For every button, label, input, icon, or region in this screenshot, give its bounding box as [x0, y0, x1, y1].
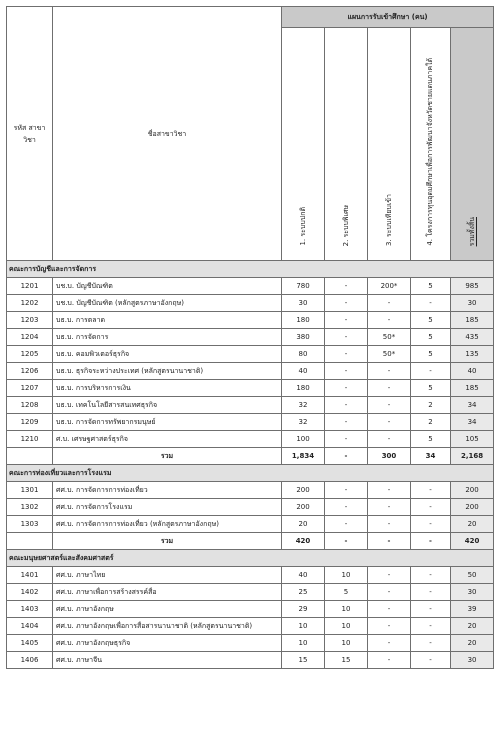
- transfer-count: 50*: [368, 329, 411, 346]
- scholarship-count: -: [411, 363, 451, 380]
- scholarship-count: -: [411, 295, 451, 312]
- special-count: 10: [325, 601, 368, 618]
- table-row: [7, 584, 494, 601]
- admission-plan-table: [6, 6, 494, 669]
- regular-count: 20: [282, 516, 325, 533]
- sum-total: 420: [451, 533, 494, 550]
- regular-count: 32: [282, 414, 325, 431]
- special-count: 10: [325, 635, 368, 652]
- header-col-regular-label: 1. ระบบปกติ: [298, 207, 307, 246]
- table-row: [7, 482, 494, 499]
- regular-count: 380: [282, 329, 325, 346]
- table-row: [7, 380, 494, 397]
- sum-total: 2,168: [451, 448, 494, 465]
- program-name: ศ.บ. เศรษฐศาสตร์ธุรกิจ: [53, 431, 282, 448]
- header-col-scholarship: [411, 28, 451, 261]
- sum-code-blank: [7, 533, 53, 550]
- special-count: -: [325, 295, 368, 312]
- scholarship-count: -: [411, 516, 451, 533]
- scholarship-count: -: [411, 618, 451, 635]
- transfer-count: -: [368, 363, 411, 380]
- table-row: [7, 431, 494, 448]
- special-count: -: [325, 380, 368, 397]
- total-count: 34: [451, 414, 494, 431]
- transfer-count: -: [368, 397, 411, 414]
- scholarship-count: -: [411, 482, 451, 499]
- program-code: 1406: [7, 652, 53, 669]
- faculty-row: [7, 465, 494, 482]
- sum-transfer: -: [368, 533, 411, 550]
- sum-label: รวม: [53, 448, 282, 465]
- program-name: บธ.บ. การบริหารการเงิน: [53, 380, 282, 397]
- sum-special: -: [325, 533, 368, 550]
- scholarship-count: 5: [411, 380, 451, 397]
- header-col-total-label: รวมทั้งสิ้น: [467, 216, 476, 246]
- special-count: -: [325, 499, 368, 516]
- table-row: [7, 516, 494, 533]
- table-row: [7, 397, 494, 414]
- scholarship-count: -: [411, 499, 451, 516]
- program-name: บธ.บ. การจัดการทรัพยากรมนุษย์: [53, 414, 282, 431]
- transfer-count: 50*: [368, 346, 411, 363]
- faculty-name: คณะการท่องเที่ยวและการโรงแรม: [7, 465, 494, 482]
- total-count: 50: [451, 567, 494, 584]
- header-col-special-label: 2. ระบบพิเศษ: [341, 204, 350, 246]
- faculty-name: คณะการบัญชีและการจัดการ: [7, 261, 494, 278]
- program-code: 1208: [7, 397, 53, 414]
- sum-regular: 420: [282, 533, 325, 550]
- total-count: 39: [451, 601, 494, 618]
- special-count: -: [325, 363, 368, 380]
- program-code: 1401: [7, 567, 53, 584]
- special-count: -: [325, 482, 368, 499]
- faculty-name: คณะมนุษยศาสตร์และสังคมศาสตร์: [7, 550, 494, 567]
- transfer-count: -: [368, 380, 411, 397]
- sum-scholarship: -: [411, 533, 451, 550]
- total-count: 20: [451, 618, 494, 635]
- header-col-scholarship-label: 4. โครงการทุนอุดมศึกษาเพื่อการพัฒนาจังหวัดชายแดนภาคใต้: [426, 58, 434, 246]
- total-count: 200: [451, 482, 494, 499]
- scholarship-count: 5: [411, 329, 451, 346]
- regular-count: 780: [282, 278, 325, 295]
- transfer-count: -: [368, 414, 411, 431]
- admission-plan-document: [6, 6, 493, 669]
- program-name: ศศ.บ. ภาษาเพื่อการสร้างสรรค์สื่อ: [53, 584, 282, 601]
- program-name: ศศ.บ. การจัดการการท่องเที่ยว: [53, 482, 282, 499]
- table-row: [7, 499, 494, 516]
- program-name: ศศ.บ. ภาษาอังกฤษเพื่อการสื่อสารนานาชาติ (หลักสูตรนานาชาติ): [53, 618, 282, 635]
- table-header: [7, 7, 494, 261]
- header-col-transfer: [368, 28, 411, 261]
- table-row: [7, 414, 494, 431]
- special-count: -: [325, 414, 368, 431]
- program-name: บช.บ. บัญชีบัณฑิต (หลักสูตรภาษาอังกฤษ): [53, 295, 282, 312]
- header-code: รหัส สาขา วิชา: [7, 7, 53, 261]
- program-code: 1202: [7, 295, 53, 312]
- program-name: ศศ.บ. ภาษาจีน: [53, 652, 282, 669]
- header-col-regular: [282, 28, 325, 261]
- program-code: 1404: [7, 618, 53, 635]
- program-code: 1201: [7, 278, 53, 295]
- special-count: -: [325, 397, 368, 414]
- transfer-count: 200*: [368, 278, 411, 295]
- faculty-row: [7, 550, 494, 567]
- table-row: [7, 295, 494, 312]
- total-count: 985: [451, 278, 494, 295]
- program-code: 1302: [7, 499, 53, 516]
- transfer-count: -: [368, 601, 411, 618]
- special-count: -: [325, 329, 368, 346]
- regular-count: 40: [282, 567, 325, 584]
- table-row: [7, 329, 494, 346]
- table-row: [7, 346, 494, 363]
- program-code: 1402: [7, 584, 53, 601]
- scholarship-count: -: [411, 652, 451, 669]
- scholarship-count: 5: [411, 278, 451, 295]
- program-name: บธ.บ. การจัดการ: [53, 329, 282, 346]
- regular-count: 80: [282, 346, 325, 363]
- regular-count: 200: [282, 482, 325, 499]
- faculty-row: [7, 261, 494, 278]
- transfer-count: -: [368, 618, 411, 635]
- table-row: [7, 652, 494, 669]
- special-count: -: [325, 278, 368, 295]
- regular-count: 100: [282, 431, 325, 448]
- regular-count: 180: [282, 380, 325, 397]
- regular-count: 32: [282, 397, 325, 414]
- program-code: 1405: [7, 635, 53, 652]
- scholarship-count: 5: [411, 431, 451, 448]
- total-count: 30: [451, 652, 494, 669]
- special-count: 10: [325, 618, 368, 635]
- special-count: -: [325, 431, 368, 448]
- special-count: -: [325, 516, 368, 533]
- regular-count: 10: [282, 618, 325, 635]
- transfer-count: -: [368, 431, 411, 448]
- table-row: [7, 312, 494, 329]
- total-count: 200: [451, 499, 494, 516]
- program-name: ศศ.บ. การจัดการโรงแรม: [53, 499, 282, 516]
- total-count: 105: [451, 431, 494, 448]
- program-name: บช.บ. บัญชีบัณฑิต: [53, 278, 282, 295]
- sum-row: [7, 448, 494, 465]
- total-count: 185: [451, 380, 494, 397]
- header-col-special: [325, 28, 368, 261]
- regular-count: 40: [282, 363, 325, 380]
- program-code: 1403: [7, 601, 53, 618]
- program-name: บธ.บ. คอมพิวเตอร์ธุรกิจ: [53, 346, 282, 363]
- total-count: 185: [451, 312, 494, 329]
- total-count: 30: [451, 295, 494, 312]
- total-count: 20: [451, 635, 494, 652]
- special-count: 5: [325, 584, 368, 601]
- header-name: ชื่อสาขาวิชา: [53, 7, 282, 261]
- scholarship-count: 2: [411, 397, 451, 414]
- regular-count: 180: [282, 312, 325, 329]
- sum-scholarship: 34: [411, 448, 451, 465]
- table-row: [7, 635, 494, 652]
- total-count: 135: [451, 346, 494, 363]
- sum-label: รวม: [53, 533, 282, 550]
- program-name: ศศ.บ. การจัดการการท่องเที่ยว (หลักสูตรภาษาอังกฤษ): [53, 516, 282, 533]
- regular-count: 30: [282, 295, 325, 312]
- regular-count: 15: [282, 652, 325, 669]
- total-count: 435: [451, 329, 494, 346]
- table-row: [7, 567, 494, 584]
- program-code: 1210: [7, 431, 53, 448]
- program-code: 1301: [7, 482, 53, 499]
- transfer-count: -: [368, 635, 411, 652]
- program-name: ศศ.บ. ภาษาไทย: [53, 567, 282, 584]
- program-name: ศศ.บ. ภาษาอังกฤษธุรกิจ: [53, 635, 282, 652]
- regular-count: 200: [282, 499, 325, 516]
- header-plan: แผนการรับเข้าศึกษา (คน): [282, 7, 494, 28]
- transfer-count: -: [368, 652, 411, 669]
- transfer-count: -: [368, 516, 411, 533]
- program-code: 1209: [7, 414, 53, 431]
- program-name: ศศ.บ. ภาษาอังกฤษ: [53, 601, 282, 618]
- program-code: 1207: [7, 380, 53, 397]
- program-name: บธ.บ. การตลาด: [53, 312, 282, 329]
- transfer-count: -: [368, 567, 411, 584]
- program-name: บธ.บ. เทคโนโลยีสารสนเทศธุรกิจ: [53, 397, 282, 414]
- program-code: 1204: [7, 329, 53, 346]
- table-row: [7, 618, 494, 635]
- table-row: [7, 278, 494, 295]
- regular-count: 29: [282, 601, 325, 618]
- transfer-count: -: [368, 295, 411, 312]
- scholarship-count: 5: [411, 346, 451, 363]
- program-code: 1303: [7, 516, 53, 533]
- program-code: 1206: [7, 363, 53, 380]
- sum-transfer: 300: [368, 448, 411, 465]
- transfer-count: -: [368, 312, 411, 329]
- scholarship-count: 5: [411, 312, 451, 329]
- table-row: [7, 601, 494, 618]
- transfer-count: -: [368, 584, 411, 601]
- special-count: -: [325, 312, 368, 329]
- special-count: -: [325, 346, 368, 363]
- sum-code-blank: [7, 448, 53, 465]
- total-count: 40: [451, 363, 494, 380]
- regular-count: 10: [282, 635, 325, 652]
- total-count: 30: [451, 584, 494, 601]
- table-row: [7, 363, 494, 380]
- transfer-count: -: [368, 482, 411, 499]
- special-count: 10: [325, 567, 368, 584]
- special-count: 15: [325, 652, 368, 669]
- table-body: [7, 261, 494, 669]
- scholarship-count: -: [411, 635, 451, 652]
- scholarship-count: -: [411, 601, 451, 618]
- scholarship-count: -: [411, 567, 451, 584]
- program-code: 1203: [7, 312, 53, 329]
- program-code: 1205: [7, 346, 53, 363]
- regular-count: 25: [282, 584, 325, 601]
- sum-row: [7, 533, 494, 550]
- header-col-transfer-label: 3. ระบบเทียบเข้า: [384, 194, 393, 246]
- total-count: 20: [451, 516, 494, 533]
- scholarship-count: 2: [411, 414, 451, 431]
- program-name: บธ.บ. ธุรกิจระหว่างประเทศ (หลักสูตรนานาชาติ): [53, 363, 282, 380]
- total-count: 34: [451, 397, 494, 414]
- transfer-count: -: [368, 499, 411, 516]
- sum-regular: 1,834: [282, 448, 325, 465]
- header-col-total: [451, 28, 494, 261]
- sum-special: -: [325, 448, 368, 465]
- scholarship-count: -: [411, 584, 451, 601]
